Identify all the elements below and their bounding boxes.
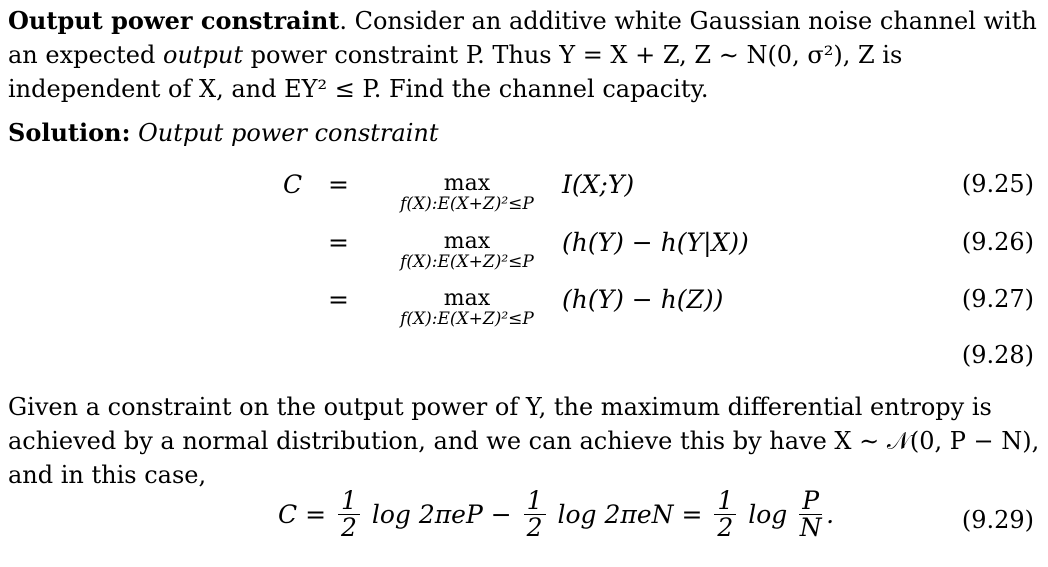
eq-body: (h(Y) − h(Y|X)) (562, 228, 749, 257)
intro-output-word: output (163, 41, 244, 69)
eq-lhs: C (283, 170, 303, 199)
fraction-p-over-n (799, 488, 822, 541)
equation-9-29 (278, 488, 834, 541)
eq-number: (9.28) (961, 341, 1034, 369)
fraction-one-half (714, 488, 736, 541)
eq-max-operator (372, 172, 562, 214)
eq-max: max (443, 286, 491, 311)
equation-9-25 (0, 170, 1048, 230)
eq-rel: = (328, 228, 349, 257)
eq-number: (9.25) (961, 170, 1034, 198)
denominator: N (799, 513, 822, 542)
intro-line-3: independent of X, and EY² ≤ P. Find the channel capacity. (8, 75, 709, 103)
numerator: P (799, 488, 822, 515)
eq-rel: = (328, 285, 349, 314)
intro-line-2 (8, 38, 902, 72)
intro-text-2b: power constraint P. Thus Y = X + Z, Z ∼ N(0, σ²), Z is (250, 41, 903, 69)
intro-line-1 (8, 4, 1037, 38)
numerator: 1 (524, 488, 546, 515)
eq-number: (9.26) (961, 228, 1034, 256)
eq-number: (9.27) (961, 285, 1034, 313)
fraction-one-half (524, 488, 546, 541)
eq-term-1: log 2πeP − (371, 500, 512, 529)
numerator: 1 (714, 488, 736, 515)
eq-max-sub: f(X):E(X+Z)²≤P (400, 309, 534, 329)
solution-title: Output power constraint (138, 119, 439, 147)
solution-label: Solution: (8, 118, 131, 147)
eq-term-3: log (748, 500, 788, 529)
para-line-3: and in this case, (8, 461, 207, 489)
eq-max-sub: f(X):E(X+Z)²≤P (400, 252, 534, 272)
eq-period: . (826, 500, 835, 529)
denominator: 2 (526, 513, 543, 542)
intro-text-1: . Consider an additive white Gaussian noise channel with (339, 7, 1037, 35)
para-line-2: achieved by a normal distribution, and we can achieve this by have X ∼ 𝒩(0, P − N), (8, 427, 1040, 455)
eq-max-sub: f(X):E(X+Z)²≤P (400, 194, 534, 214)
eq-max: max (443, 171, 491, 196)
eq-max-operator (372, 230, 562, 272)
eq-body: I(X;Y) (562, 170, 635, 199)
eq-number-9-29: (9.29) (961, 506, 1034, 534)
intro-text-2a: an expected (8, 41, 156, 69)
eq-lhs: C = (278, 500, 327, 529)
eq-term-2: log 2πeN = (557, 500, 703, 529)
eq-max: max (443, 229, 491, 254)
problem-heading: Output power constraint (8, 6, 340, 35)
para-line-1: Given a constraint on the output power of Y, the maximum differential entropy is (8, 393, 992, 421)
eq-body: (h(Y) − h(Z)) (562, 285, 724, 314)
eq-rel: = (328, 170, 349, 199)
denominator: 2 (717, 513, 734, 542)
denominator: 2 (340, 513, 357, 542)
equation-9-26 (0, 228, 1048, 288)
fraction-one-half (338, 488, 360, 541)
eq-max-operator (372, 287, 562, 329)
numerator: 1 (338, 488, 360, 515)
equation-9-27 (0, 285, 1048, 345)
solution-line (8, 116, 438, 150)
